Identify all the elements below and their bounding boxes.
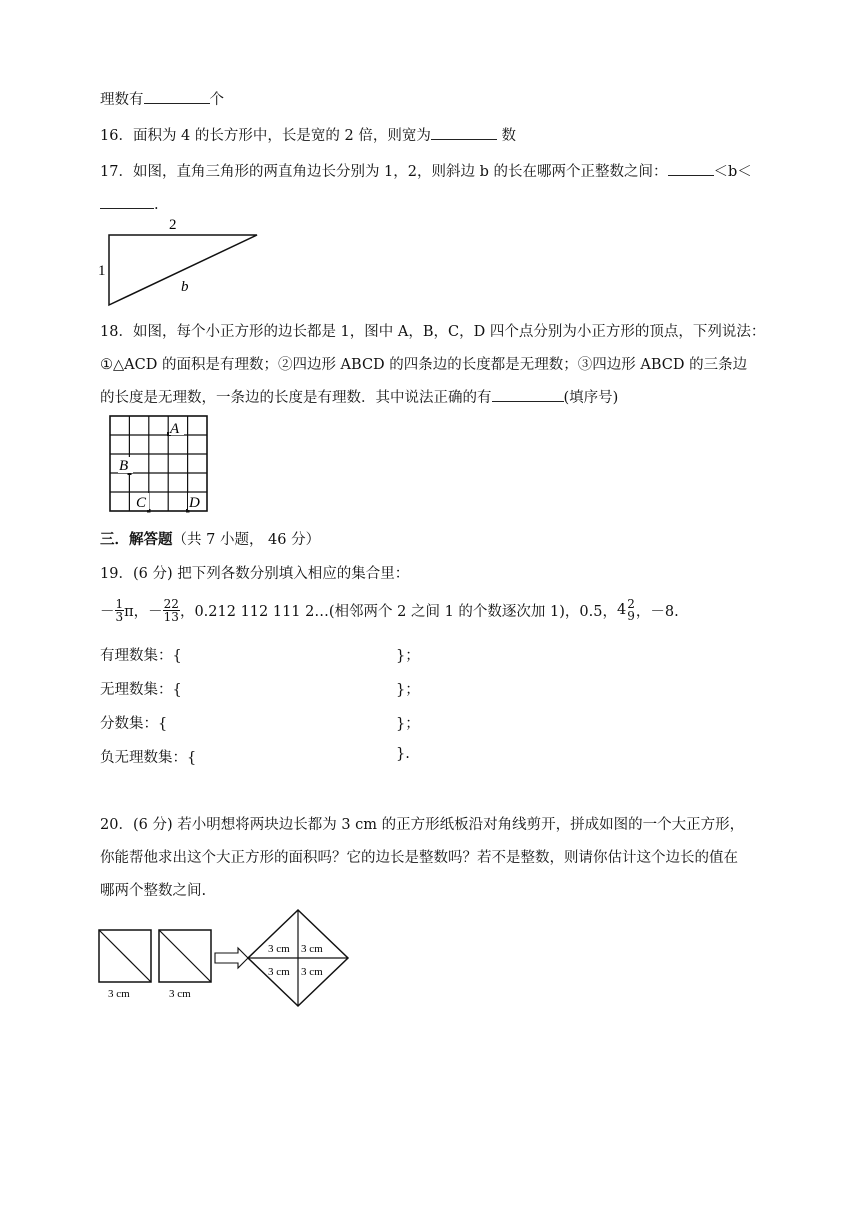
diamond-label-bl: 3 cm xyxy=(268,966,290,978)
fraction-2-9: 2 9 xyxy=(627,597,635,623)
set-fraction: 分数集：{ xyxy=(100,716,168,732)
fraction-22-13: $\frac{22}{13}$ xyxy=(163,596,179,624)
square-cut-figure xyxy=(98,908,358,1008)
question-19-numbers: － $\frac{1}{3}$ π， － $\frac{22}{13}$ ， 0.212 112 111 2…(相邻两个 2 之间 1 的个数逐次加 1)，0.5， 4 2 9 ，－8. xyxy=(100,596,679,624)
question-18-line2: ①△ACD 的面积是有理数；②四边形 ABCD 的四条边的长度都是无理数；③四边形 ABCD 的三条边 xyxy=(100,357,748,373)
question-20-line1: 20．(6 分) 若小明想将两块边长都为 3 cm 的正方形纸板沿对角线剪开，拼成如图的一个大正方形， xyxy=(100,817,745,833)
diamond-label-tr: 3 cm xyxy=(301,943,323,955)
question-20-line3: 哪两个整数之间. xyxy=(100,883,207,899)
set-irrational-close: }； xyxy=(396,682,420,698)
question-20-line2: 你能帮他求出这个大正方形的面积吗？它的边长是整数吗？若不是整数，则请你估计这个边长的值在 xyxy=(100,850,738,866)
left-side-label: 1 xyxy=(98,263,106,279)
label-a: A xyxy=(170,421,180,437)
question-16: 16．面积为 4 的长方形中，长是宽的 2 倍，则宽为 数 xyxy=(100,124,516,145)
answer-blank-upper[interactable] xyxy=(100,194,154,209)
question-19-prompt: 19．(6 分) 把下列各数分别填入相应的集合里： xyxy=(100,566,410,582)
set-negative-irrational-close: }. xyxy=(396,746,410,762)
square-1-label: 3 cm xyxy=(108,988,130,1000)
question-17: 17．如图，直角三角形的两直角边长分别为 1，2，则斜边 b 的长在哪两个正整数之间： ＜b＜ xyxy=(100,160,752,181)
diamond-label-tl: 3 cm xyxy=(268,943,290,955)
label-c: C xyxy=(136,495,147,511)
set-rational: 有理数集：{ xyxy=(100,648,182,664)
arrow-right-icon xyxy=(215,948,248,968)
set-rational-close: }； xyxy=(396,648,420,664)
hypotenuse-label: b xyxy=(181,279,189,295)
question-17-cont: . xyxy=(100,194,159,213)
answer-blank[interactable] xyxy=(431,125,497,140)
section-3-heading: 三．解答题（共 7 小题， 46 分） xyxy=(100,531,321,548)
question-18-line3: 的长度是无理数，一条边的长度是有理数．其中说法正确的有 (填序号) xyxy=(100,386,618,407)
diamond-label-br: 3 cm xyxy=(301,966,323,978)
answer-blank[interactable] xyxy=(144,89,210,104)
grid-figure xyxy=(110,416,210,516)
q15-tail: 理数有 个 xyxy=(100,88,224,109)
set-fraction-close: }； xyxy=(396,716,420,732)
top-side-label: 2 xyxy=(169,217,177,233)
answer-blank[interactable] xyxy=(492,387,564,402)
fraction-1-3: $\frac{1}{3}$ xyxy=(115,596,124,624)
label-d: D xyxy=(189,495,200,511)
square-2-label: 3 cm xyxy=(169,988,191,1000)
question-18-line1: 18．如图，每个小正方形的边长都是 1，图中 A，B，C，D 四个点分别为小正方形的顶点，下列说法： xyxy=(100,324,766,340)
set-negative-irrational: 负无理数集：{ xyxy=(100,750,197,766)
right-triangle-figure xyxy=(95,212,265,312)
answer-blank-lower[interactable] xyxy=(668,161,714,176)
label-b: B xyxy=(119,458,129,474)
set-irrational: 无理数集：{ xyxy=(100,682,182,698)
